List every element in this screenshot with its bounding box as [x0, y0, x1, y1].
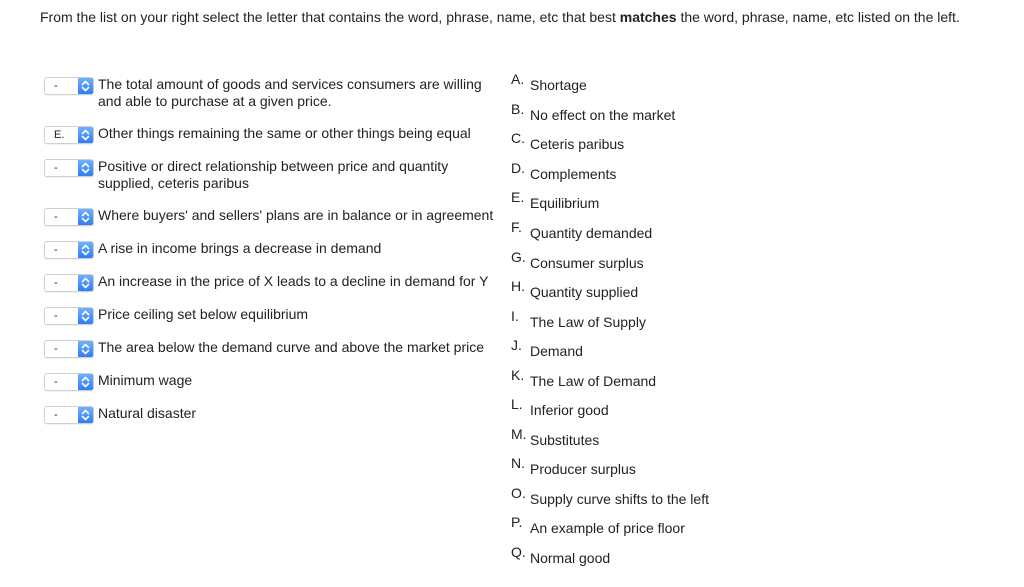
up-down-chevron-icon[interactable] — [78, 308, 93, 324]
option-letter: M. — [511, 426, 527, 442]
option-letter: K. — [511, 367, 525, 383]
question-text: The total amount of goods and services consumers are willing and able to purchase at a given price. — [98, 76, 482, 109]
question-text: Where buyers' and sellers' plans are in balance or in agreement — [98, 207, 494, 223]
option-letter: F. — [511, 219, 522, 235]
answer-select-value: - — [54, 80, 58, 92]
answer-select[interactable] — [44, 373, 94, 391]
option-letter: C. — [511, 130, 525, 146]
option-text: An example of price floor — [530, 520, 685, 536]
option-letter: G. — [511, 249, 526, 265]
answer-select[interactable] — [44, 307, 94, 325]
answer-select-value: - — [54, 409, 58, 421]
option-letter: L. — [511, 396, 523, 412]
option-text: Substitutes — [530, 432, 600, 448]
option-text: Normal good — [530, 550, 611, 566]
up-down-chevron-icon[interactable] — [78, 209, 93, 225]
answer-select[interactable] — [44, 274, 94, 292]
question-row — [44, 372, 503, 406]
question-text: Natural disaster — [98, 405, 197, 421]
question-text: The area below the demand curve and above the market price — [98, 339, 485, 355]
option-letter: D. — [511, 160, 525, 176]
answer-select[interactable] — [44, 208, 94, 226]
question-text: A rise in income brings a decrease in demand — [98, 240, 382, 256]
answer-select[interactable] — [44, 340, 94, 358]
up-down-chevron-icon[interactable] — [78, 374, 93, 390]
answer-select-value: - — [54, 162, 58, 174]
question-row — [44, 207, 503, 241]
option-text: Shortage — [530, 77, 587, 93]
question-row — [44, 76, 503, 110]
instruction-bold-word: matches — [619, 9, 677, 25]
option-text: The Law of Supply — [530, 314, 646, 330]
answer-select-value: E. — [54, 129, 65, 141]
question-text: Price ceiling set below equilibrium — [98, 306, 309, 322]
question-row — [44, 273, 503, 307]
answer-select[interactable] — [44, 406, 94, 424]
option-text: Equilibrium — [530, 195, 600, 211]
option-text: No effect on the market — [530, 107, 676, 123]
option-letter: B. — [511, 101, 525, 117]
option-text: Demand — [530, 343, 583, 359]
up-down-chevron-icon[interactable] — [78, 160, 93, 176]
option-text: Inferior good — [530, 402, 609, 418]
question-text: Minimum wage — [98, 372, 193, 388]
option-letter: Q. — [511, 544, 526, 560]
option-text: Quantity demanded — [530, 225, 653, 241]
question-text: Positive or direct relationship between price and quantity supplied, ceteris paribus — [98, 158, 449, 191]
up-down-chevron-icon[interactable] — [78, 407, 93, 423]
up-down-chevron-icon[interactable] — [78, 341, 93, 357]
option-letter: I. — [511, 308, 519, 324]
question-row — [44, 240, 503, 274]
option-letter: P. — [511, 514, 523, 530]
option-letter: H. — [511, 278, 525, 294]
option-text: Quantity supplied — [530, 284, 639, 300]
question-row — [44, 125, 503, 159]
up-down-chevron-icon[interactable] — [78, 242, 93, 258]
option-letter: J. — [511, 337, 522, 353]
answer-select-value: - — [54, 244, 58, 256]
question-row — [44, 339, 503, 373]
option-text: Complements — [530, 166, 617, 182]
option-text: Producer surplus — [530, 461, 636, 477]
answer-select[interactable] — [44, 159, 94, 177]
up-down-chevron-icon[interactable] — [78, 78, 93, 94]
answer-select-value: - — [54, 376, 58, 388]
question-text: Other things remaining the same or other things being equal — [98, 125, 471, 141]
option-text: Supply curve shifts to the left — [530, 491, 709, 507]
instruction-text — [40, 9, 980, 26]
answer-select-value: - — [54, 277, 58, 289]
option-letter: A. — [511, 71, 525, 87]
instruction-prefix: From the list on your right select the letter that contains the word, phrase, name, etc that best — [40, 9, 620, 25]
answer-select-value: - — [54, 343, 58, 355]
answer-select-value: - — [54, 211, 58, 223]
up-down-chevron-icon[interactable] — [78, 127, 93, 143]
question-row — [44, 306, 503, 340]
option-letter: N. — [511, 455, 525, 471]
option-text: The Law of Demand — [530, 373, 657, 389]
question-row — [44, 158, 503, 192]
question-row — [44, 405, 503, 439]
option-letter: O. — [511, 485, 526, 501]
answer-select[interactable] — [44, 241, 94, 259]
question-text: An increase in the price of X leads to a decline in demand for Y — [98, 273, 489, 289]
answer-select[interactable] — [44, 77, 94, 95]
option-letter: E. — [511, 189, 525, 205]
option-text: Consumer surplus — [530, 255, 644, 271]
answer-select[interactable] — [44, 126, 94, 144]
answer-select-value: - — [54, 310, 58, 322]
option-text: Ceteris paribus — [530, 136, 625, 152]
up-down-chevron-icon[interactable] — [78, 275, 93, 291]
instruction-suffix: the word, phrase, name, etc listed on the left. — [676, 9, 960, 25]
